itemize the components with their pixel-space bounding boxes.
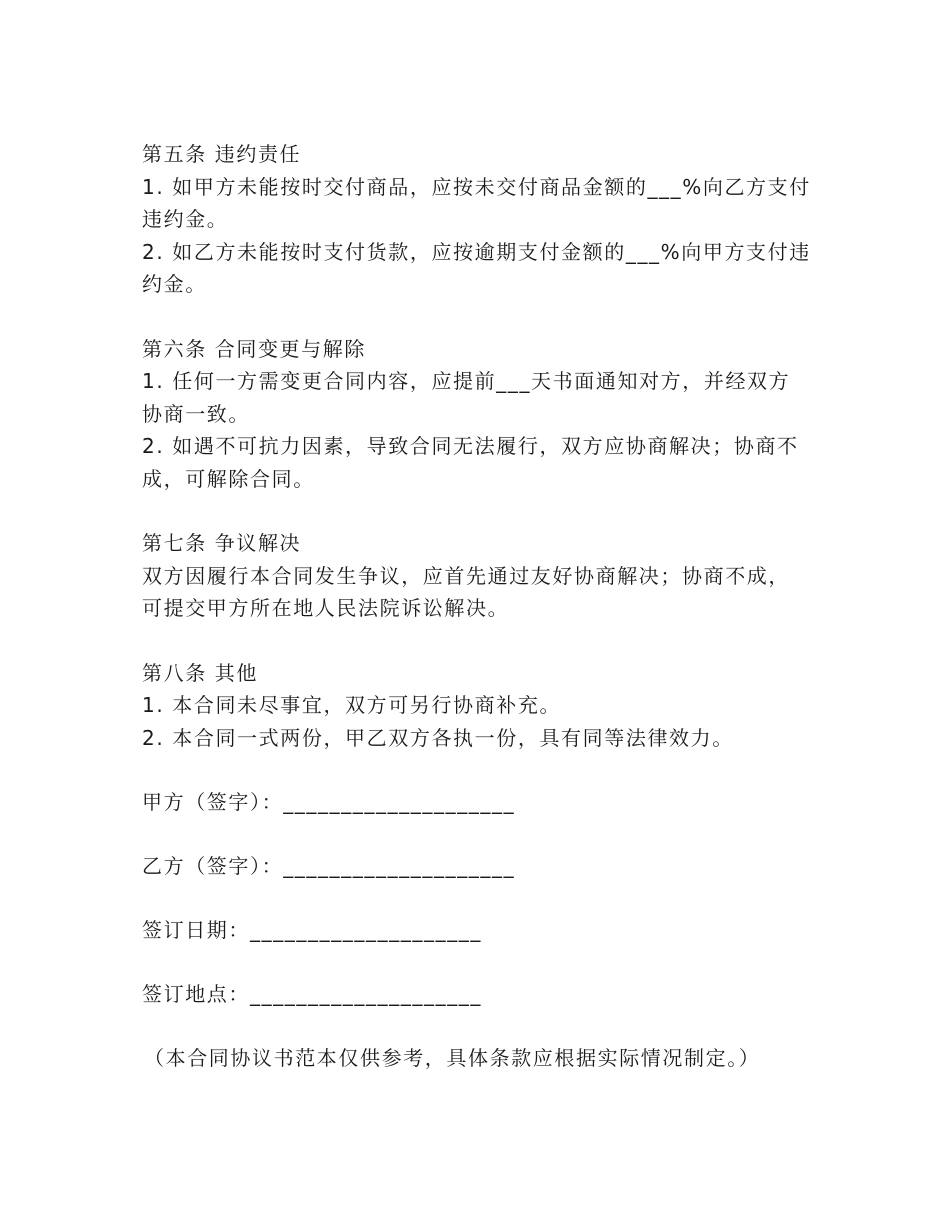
- contract-page: [142, 138, 822, 1074]
- article-5-breach-liability: [142, 138, 822, 301]
- article-8-other: [142, 657, 822, 755]
- article-6-modification-termination: [142, 333, 822, 496]
- article-heading: 第七条 争议解决: [142, 531, 302, 555]
- article-text-line: 1. 本合同未尽事宜，双方可另行协商补充。: [142, 693, 562, 717]
- article-text-line: 可提交甲方所在地人民法院诉讼解决。: [142, 596, 510, 620]
- article-text-line: 1. 任何一方需变更合同内容，应提前___天书面通知对方，并经双方: [142, 369, 791, 393]
- article-text-line: 2. 如遇不可抗力因素，导致合同无法履行，双方应协商解决；协商不: [142, 434, 799, 458]
- article-text-line: 约金。: [142, 272, 207, 296]
- article-text-line: 2. 如乙方未能按时支付货款，应按逾期支付金额的___%向甲方支付违: [142, 239, 811, 264]
- disclaimer-note: （本合同协议书范本仅供参考，具体条款应根据实际情况制定。）: [144, 1046, 761, 1070]
- article-7-dispute-resolution: [142, 527, 822, 625]
- article-heading: 第五条 违约责任: [142, 142, 302, 166]
- article-heading: 第六条 合同变更与解除: [142, 336, 366, 361]
- signing-place-line: 签订地点：____________________: [142, 982, 482, 1006]
- article-text-line: 1. 如甲方未能按时交付商品，应按未交付商品金额的___%向乙方支付: [142, 174, 811, 199]
- article-heading: 第八条 其他: [142, 660, 258, 685]
- article-text-line: 2. 本合同一式两份，甲乙双方各执一份，具有同等法律效力。: [142, 725, 734, 750]
- article-text-line: 成，可解除合同。: [142, 466, 315, 491]
- party-b-signature-line: 乙方（签字）：____________________: [142, 854, 516, 878]
- article-text-line: 双方因履行本合同发生争议，应首先通过友好协商解决；协商不成，: [142, 563, 790, 588]
- party-a-signature-line: 甲方（签字）：____________________: [142, 790, 516, 814]
- signing-date-line: 签订日期：____________________: [142, 918, 482, 942]
- article-text-line: 协商一致。: [142, 401, 250, 426]
- article-text-line: 违约金。: [142, 207, 229, 231]
